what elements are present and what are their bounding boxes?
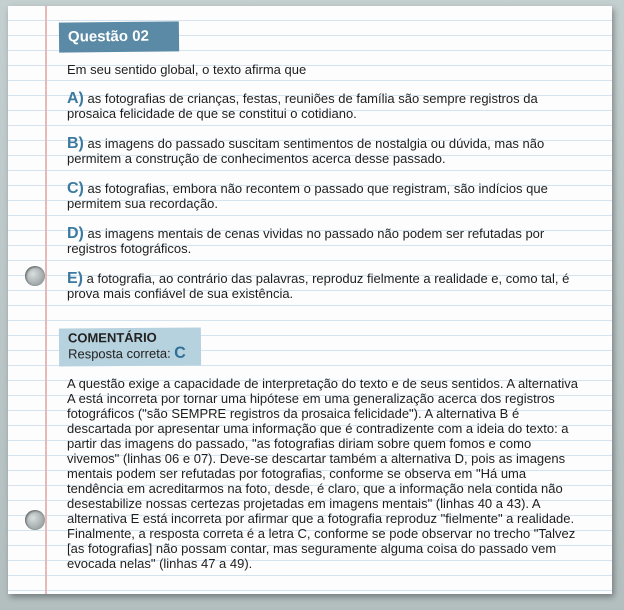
answer-label: Resposta correta:	[67, 345, 171, 362]
comment-badge	[59, 328, 201, 367]
correct-answer	[68, 345, 201, 363]
option-text: as fotografias de crianças, festas, reuniões de família são sempre registros da prosaica felicidade de que se constitui o cotidiano.	[67, 91, 538, 121]
option-c	[67, 181, 587, 211]
option-letter: E)	[67, 270, 83, 287]
option-e	[67, 271, 587, 301]
option-d	[67, 226, 587, 256]
option-letter: B)	[67, 135, 84, 152]
comment-body: A questão exige a capacidade de interpretação do texto e de seus sentidos. A alternativa A está incorreta por tornar uma hipótese em uma generalização acerca dos registros fotográficos ("são SEMPRE registros da prosaica felicidade"). A alternativa B é descartada por apresentar uma informação que é contradizente com a ideia do texto: a partir das imagens do passado, "as fotografias diriam sobre quem fomos e como vivemos" (linhas 06 e 07). Deve-se descartar também a alternativa D, pois as imagens mentais podem ser refutadas por fotografias, conforme se observa em "Há uma tendência em acreditarmos na foto, desde, é claro, que a informação nela contida não desestabilize nossas certezas projetadas em imagens mentais" (linhas 40 a 43). A alternativa E está incorreta por afirmar que a fotografia reproduz "fielmente" a realidade. Finalmente, a resposta correta é a letra C, conforme se pode observar no trecho "Talvez [as fotografias] não possam contar, mas seguramente alguma coisa do passado vem evocada nelas" (linhas 47 a 49).	[67, 376, 578, 571]
option-letter: C)	[67, 180, 84, 197]
option-a	[67, 91, 587, 121]
option-letter: D)	[67, 225, 84, 242]
paper-margin-line	[45, 6, 47, 594]
question-stem: Em seu sentido global, o texto afirma que	[67, 62, 307, 77]
option-text: as fotografias, embora não recontem o passado que registram, são indícios que permitem sua recordação.	[67, 181, 548, 211]
option-text: as imagens mentais de cenas vividas no passado não podem ser refutadas por registros fotográficos.	[67, 226, 545, 256]
comment-title: COMENTÁRIO	[67, 329, 157, 346]
option-b	[67, 136, 587, 166]
answer-letter: C	[174, 344, 186, 362]
option-letter: A)	[67, 90, 84, 107]
binder-hole	[25, 266, 45, 286]
option-text: a fotografia, ao contrário das palavras, reproduz fielmente a realidade e, como tal, é prova mais confiável de sua existência.	[67, 271, 570, 301]
binder-hole	[25, 510, 45, 530]
question-title: Questão 02	[59, 21, 179, 52]
option-text: as imagens do passado suscitam sentimentos de nostalgia ou dúvida, mas não permitem a construção de conhecimentos acerca desse passado.	[67, 136, 545, 166]
